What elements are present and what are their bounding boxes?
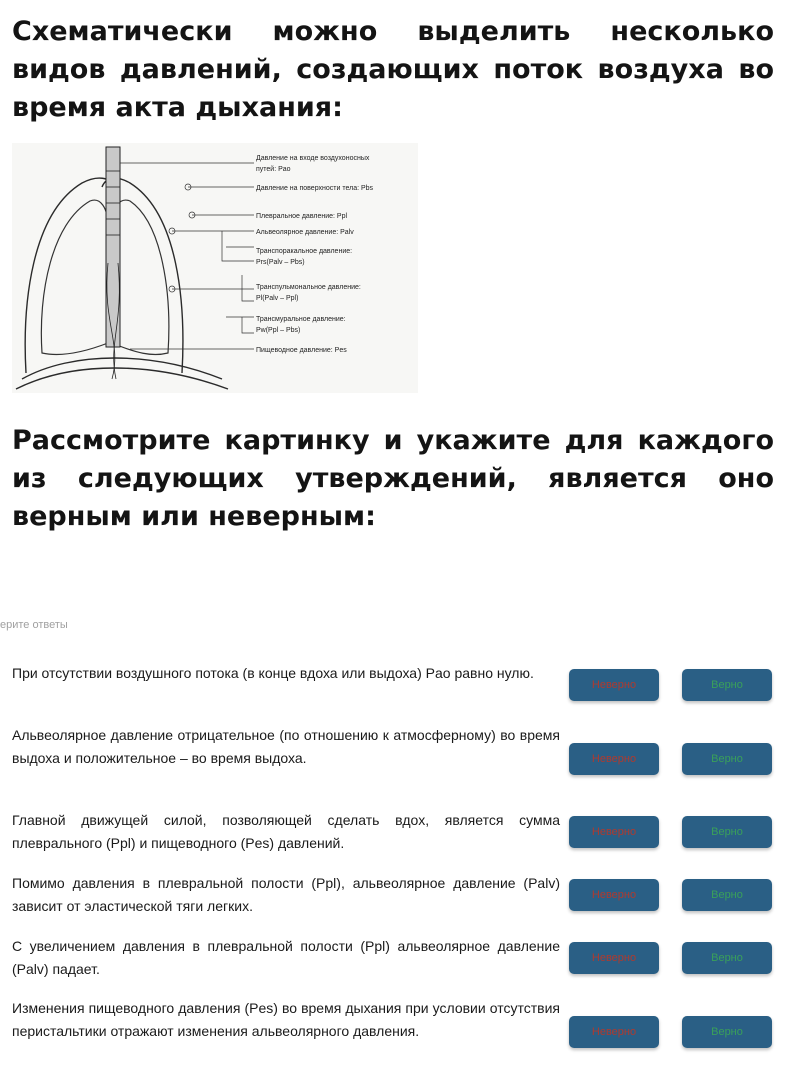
label-pes: Пищеводное давление: Pes bbox=[256, 347, 347, 354]
label-prs-1: Транспоракальное давление: bbox=[256, 248, 353, 255]
label-pw-1: Трансмуральное давление: bbox=[256, 316, 346, 323]
diagram-background bbox=[12, 143, 418, 393]
instruction-heading: Рассмотрите картинку и укажите для каждого из следующих утверждений, является оно верным или неверным: bbox=[12, 425, 774, 532]
statement-text: Помимо давления в плевральной полости (Ppl), альвеолярное давление (Palv) зависит от эластической тяги легких. bbox=[12, 875, 560, 914]
label-pw-2: Pw(Ppl – Pbs) bbox=[256, 327, 301, 334]
true-button[interactable]: Верно bbox=[682, 669, 772, 701]
lung-pressure-diagram bbox=[12, 143, 418, 393]
false-button[interactable]: Неверно bbox=[569, 816, 659, 848]
label-pl-2: Pl(Palv – Ppl) bbox=[256, 295, 299, 302]
label-palv: Альвеолярное давление: Palv bbox=[256, 229, 354, 236]
label-pao-2: путей: Pao bbox=[256, 166, 291, 173]
true-button[interactable]: Верно bbox=[682, 942, 772, 974]
label-pao-1: Давление на входе воздухоносных bbox=[256, 155, 370, 162]
label-prs-2: Prs(Palv – Pbs) bbox=[256, 259, 305, 266]
false-button[interactable]: Неверно bbox=[569, 942, 659, 974]
true-button[interactable]: Верно bbox=[682, 1016, 772, 1048]
answer-prompt: ерите ответы bbox=[0, 619, 68, 631]
false-button[interactable]: Неверно bbox=[569, 743, 659, 775]
true-button[interactable]: Верно bbox=[682, 879, 772, 911]
true-button[interactable]: Верно bbox=[682, 816, 772, 848]
page-title: Схематически можно выделить несколько видов давлений, создающих поток воздуха во время акта дыхания: bbox=[12, 16, 774, 123]
false-button[interactable]: Неверно bbox=[569, 879, 659, 911]
statement-text: Изменения пищеводного давления (Pes) во время дыхания при условии отсутствия перистальтики отражают изменения альвеолярного давления. bbox=[12, 1000, 560, 1039]
true-button[interactable]: Верно bbox=[682, 743, 772, 775]
statement-text: Альвеолярное давление отрицательное (по отношению к атмосферному) во время выдоха и положительное – во время выдоха. bbox=[12, 727, 560, 766]
statement-text: Главной движущей силой, позволяющей сделать вдох, является сумма плеврального (Ppl) и пищеводного (Pes) давлений. bbox=[12, 812, 560, 851]
statement-text: С увеличением давления в плевральной полости (Ppl) альвеолярное давление (Palv) падает. bbox=[12, 938, 560, 977]
label-pbs: Давление на поверхности тела: Pbs bbox=[256, 185, 374, 192]
label-ppl: Плевральное давление: Ppl bbox=[256, 213, 348, 220]
false-button[interactable]: Неверно bbox=[569, 1016, 659, 1048]
statement-text: При отсутствии воздушного потока (в конце вдоха или выдоха) Pao равно нулю. bbox=[12, 665, 534, 681]
false-button[interactable]: Неверно bbox=[569, 669, 659, 701]
label-pl-1: Транспульмональное давление: bbox=[256, 284, 361, 291]
trachea-esophagus bbox=[106, 147, 120, 379]
